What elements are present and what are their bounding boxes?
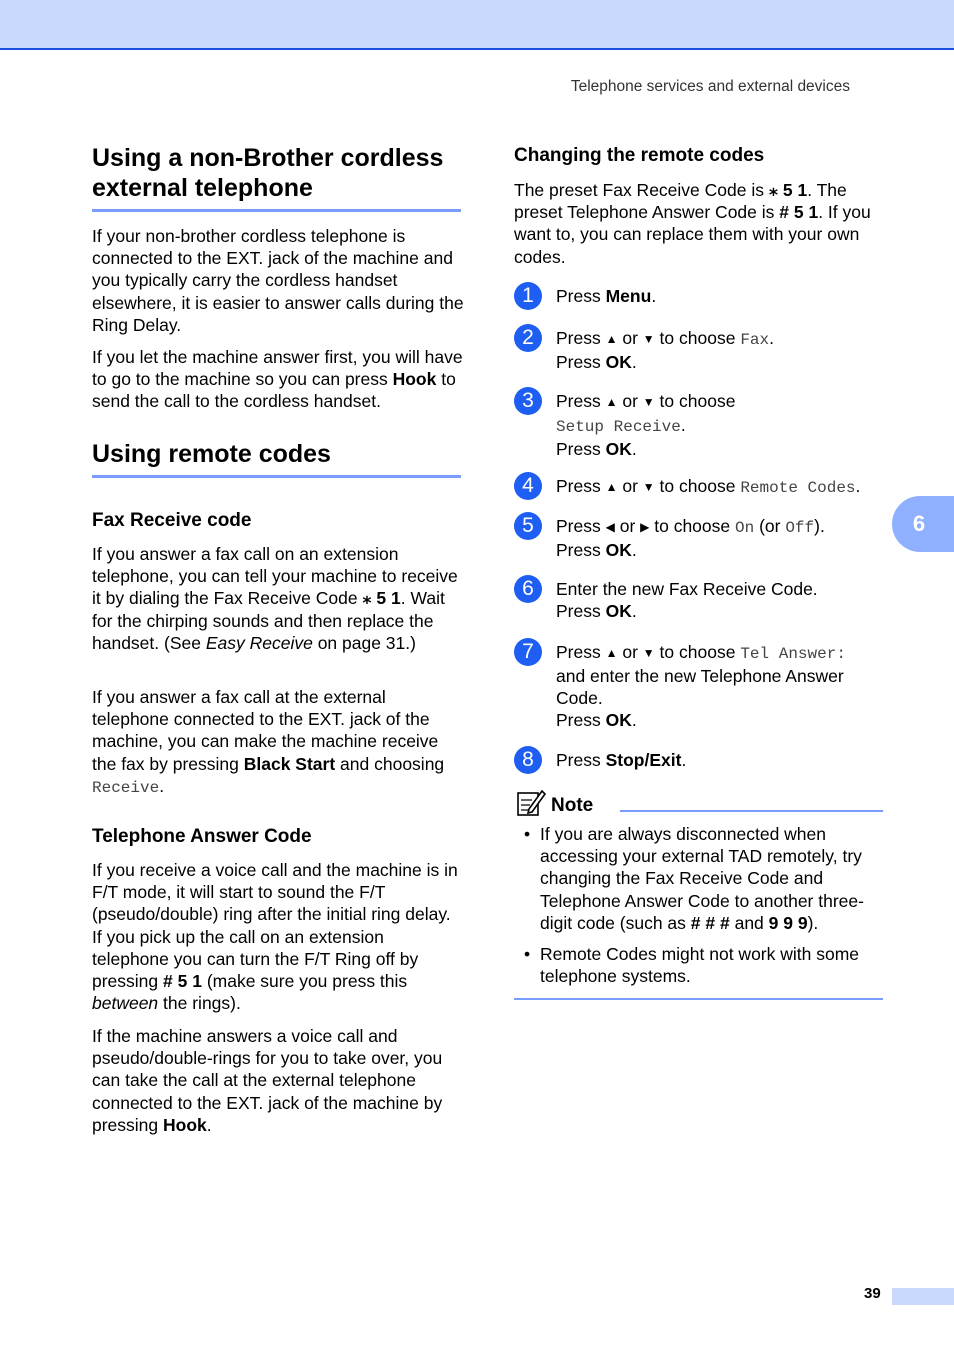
paragraph-voice-call: If the machine answers a voice call and pseudo/double-rings for you to take over, you can take the call at the external telephone connected to the EXT. jack of the machine by pressing Hook. bbox=[92, 1026, 443, 1135]
step-text: Press ▲ or ▼ to choose Fax. Press OK. bbox=[556, 328, 774, 372]
up-arrow-icon: ▲ bbox=[605, 480, 618, 494]
top-banner bbox=[0, 0, 954, 50]
step-text: Press ▲ or ▼ to choose Remote Codes. bbox=[556, 476, 861, 497]
up-arrow-icon: ▲ bbox=[605, 332, 618, 346]
step-number-icon: 8 bbox=[514, 746, 542, 774]
step-text: Press ▲ or ▼ to choose Setup Receive. Press OK. bbox=[556, 391, 736, 459]
left-arrow-icon: ◀ bbox=[605, 520, 615, 534]
telephone-answer-code: # 5 1 bbox=[163, 971, 202, 992]
note-rule bbox=[620, 810, 883, 812]
page-number-tab bbox=[892, 1288, 954, 1305]
up-arrow-icon: ▲ bbox=[605, 395, 618, 409]
chapter-number: 6 bbox=[912, 511, 926, 536]
step-number-icon: 6 bbox=[514, 575, 542, 603]
step-number-icon: 3 bbox=[514, 387, 542, 415]
hook-key-label: Hook bbox=[392, 369, 437, 390]
paragraph-answer-first: If you let the machine answer first, you will have to go to the machine so you can press Hook to send the call to the cordless handset. bbox=[92, 347, 463, 412]
running-header: Telephone services and external devices bbox=[570, 78, 850, 95]
step-text: Press ◀ or ▶ to choose On (or Off). Press OK. bbox=[556, 516, 825, 560]
step-text: Press Menu. bbox=[556, 286, 657, 306]
subheading-changing-codes: Changing the remote codes bbox=[514, 145, 765, 166]
black-start-key: Black Start bbox=[243, 753, 336, 774]
down-arrow-icon: ▼ bbox=[642, 480, 655, 494]
section-title-cordless: Using a non-Brother cordless external telephone bbox=[92, 143, 461, 212]
paragraph-preset-codes: The preset Fax Receive Code is ⁎ 5 1. The preset Telephone Answer Code is # 5 1. If you want to, you can replace them with your own codes. bbox=[514, 180, 871, 267]
note-header bbox=[514, 788, 886, 818]
fax-receive-code: ⁎ 5 1 bbox=[362, 588, 401, 609]
note-pencil-icon bbox=[516, 788, 546, 818]
receive-option: Receive bbox=[92, 778, 160, 797]
step-text: Press Stop/Exit. bbox=[556, 750, 687, 770]
note-title: Note bbox=[551, 795, 594, 816]
step-text: Press ▲ or ▼ to choose Tel Answer: and enter the new Telephone Answer Code. Press OK. bbox=[556, 642, 846, 730]
up-arrow-icon: ▲ bbox=[605, 646, 618, 660]
paragraph-fax-receive: If you answer a fax call on an extension telephone, you can tell your machine to receive it by dialing the Fax Receive Code ⁎ 5 1. Wait for the chirping sounds and then replace the handset. (See Easy Receive on page 31.) bbox=[92, 544, 458, 653]
paragraph-external-fax: If you answer a fax call at the external telephone connected to the EXT. jack of the machine, you can make the machine receive the fax by pressing Black Start and choosing Receive. bbox=[92, 687, 445, 797]
section-title-remote-codes: Using remote codes bbox=[92, 439, 461, 478]
step-number-icon: 4 bbox=[514, 472, 542, 500]
step-number-icon: 7 bbox=[514, 638, 542, 666]
down-arrow-icon: ▼ bbox=[642, 395, 655, 409]
paragraph-ft-mode: If you receive a voice call and the machine is in F/T mode, it will start to sound the F/T (pseudo/double) ring after the initial ring delay. If you pick up the call on an extension telephone you can turn the F/T Ring off by pressing # 5 1 (make sure you press this between the rings). bbox=[92, 860, 458, 1014]
subheading-telephone-answer: Telephone Answer Code bbox=[92, 826, 312, 847]
step-number-icon: 1 bbox=[514, 282, 542, 310]
right-arrow-icon: ▶ bbox=[640, 520, 650, 534]
step-number-icon: 5 bbox=[514, 512, 542, 540]
step-text: Enter the new Fax Receive Code. Press OK. bbox=[556, 579, 818, 621]
note-end-rule bbox=[514, 998, 883, 1000]
down-arrow-icon: ▼ bbox=[642, 332, 655, 346]
step-number-icon: 2 bbox=[514, 324, 542, 352]
down-arrow-icon: ▼ bbox=[642, 646, 655, 660]
easy-receive-reference: Easy Receive bbox=[205, 632, 313, 653]
hook-key-label: Hook bbox=[163, 1114, 207, 1135]
paragraph-cordless-intro: If your non-brother cordless telephone is connected to the EXT. jack of the machine and you typically carry the cordless handset elsewhere, it is easier to answer calls during the Ring Delay. bbox=[92, 226, 464, 335]
page-number: 39 bbox=[864, 1285, 881, 1302]
subheading-fax-receive: Fax Receive code bbox=[92, 510, 252, 531]
chapter-tab bbox=[892, 496, 954, 552]
